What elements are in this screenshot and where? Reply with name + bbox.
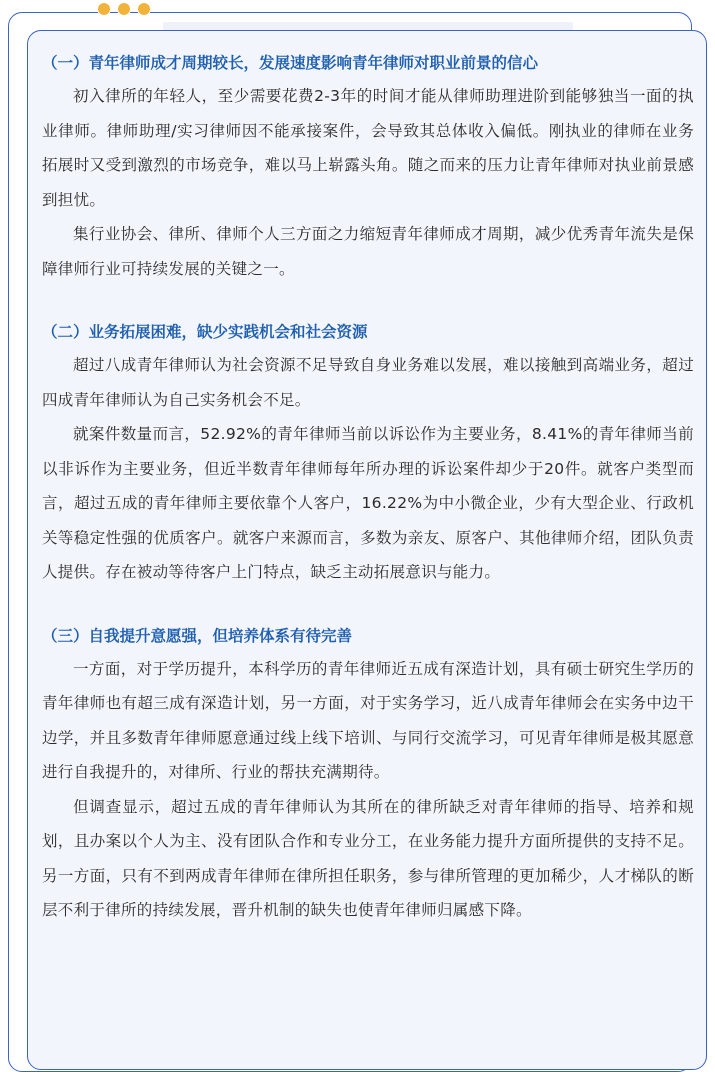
section-3 (42, 622, 694, 928)
dot-icon (117, 2, 131, 16)
dot-icon (137, 2, 151, 16)
section-heading: （一）青年律师成才周期较长，发展速度影响青年律师对职业前景的信心 (42, 54, 539, 72)
section-2 (42, 318, 694, 590)
paragraph: 集行业协会、律所、律师个人三方面之力缩短青年律师成才周期，减少优秀青年流失是保障律师行业可持续发展的关键之一。 (42, 225, 694, 278)
article-body (42, 49, 694, 928)
paragraph: 初入律所的年轻人，至少需要花费2-3年的时间才能从律师助理进阶到能够独当一面的执业律师。律师助理/实习律师因不能承接案件，会导致其总体收入偏低。刚执业的律师在业务拓展时又受到激烈的市场竞争，难以马上崭露头角。随之而来的压力让青年律师对执业前景感到担忧。 (42, 87, 694, 209)
paragraph: 就案件数量而言，52.92%的青年律师当前以诉讼作为主要业务，8.41%的青年律师当前以非诉作为主要业务，但近半数青年律师每年所办理的诉讼案件却少于20件。就客户类型而言，超过五成的青年律师主要依靠个人客户，16.22%为中小微企业，少有大型企业、行政机关等稳定性强的优质客户。就客户来源而言，多数为亲友、原客户、其他律师介绍，团队负责人提供。存在被动等待客户上门特点，缺乏主动拓展意识与能力。 (42, 425, 694, 581)
section-heading: （三）自我提升意愿强，但培养体系有待完善 (42, 626, 353, 645)
dot-icon (97, 2, 111, 16)
section-heading: （二）业务拓展困难，缺少实践机会和社会资源 (42, 323, 368, 341)
paragraph: 一方面，对于学历提升，本科学历的青年律师近五成有深造计划，具有硕士研究生学历的青年律师也有超三成有深造计划，另一方面，对于实务学习，近八成青年律师会在实务中边干边学，并且多数青年律师愿意通过线上线下培训、与同行交流学习，可见青年律师是极其愿意进行自我提升的，对律所、行业的帮扶充满期待。 (42, 659, 694, 781)
section-1 (42, 49, 694, 286)
decorative-dots (97, 2, 151, 16)
paragraph: 但调查显示，超过五成的青年律师认为其所在的律所缺乏对青年律师的指导、培养和规划，且办案以个人为主、没有团队合作和专业分工，在业务能力提升方面所提供的支持不足。另一方面，只有不到两成青年律师在律所担任职务，参与律所管理的更加稀少，人才梯队的断层不利于律所的持续发展，晋升机制的缺失也使青年律师归属感下降。 (42, 797, 694, 919)
paragraph: 超过八成青年律师认为社会资源不足导致自身业务难以发展，难以接触到高端业务，超过四成青年律师认为自己实务机会不足。 (42, 356, 694, 409)
